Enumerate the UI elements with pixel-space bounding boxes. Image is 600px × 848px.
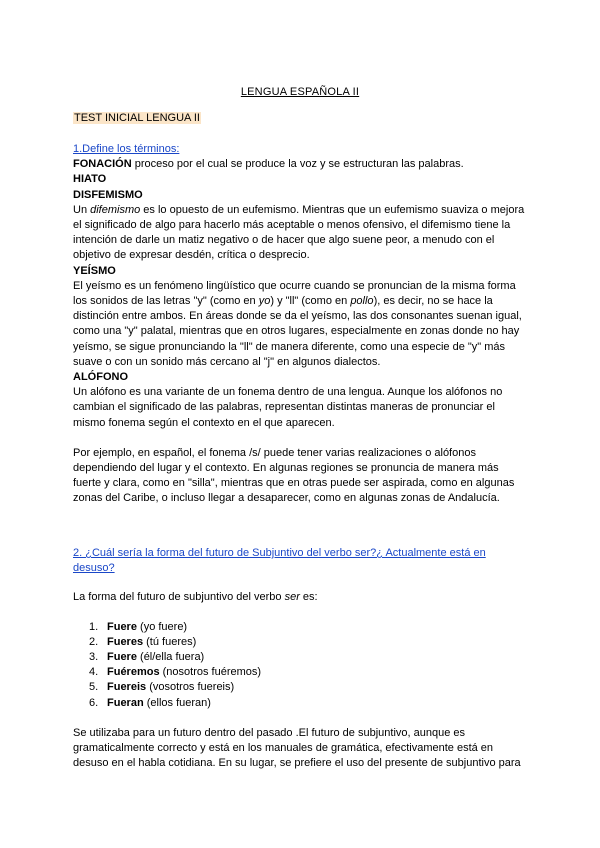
list-item: 4. Fuéremos (nosotros fuéremos) [89, 666, 262, 679]
conjugation-list [73, 620, 528, 711]
list-item: 1. Fuere (yo fuere) [89, 620, 188, 633]
document-title: LENGUA ESPAÑOLA II [240, 86, 360, 98]
list-item: 6. Fueran (ellos fueran) [89, 696, 211, 709]
yeismo-definition: El yeísmo es un fenómeno lingüístico que ocurre cuando se pronuncian de la misma forma los sonidos de las letras "y" (como en yo) y "ll" (como en pollo), es decir, no se hace la distinción entre ambos. En áreas donde se da el yeísmo, las dos consonantes suenan igual, como una "y" palatal, mientras que en otros lugares, especialmente en zonas donde no hay yeísmo, se sigue pronunciando la "ll" de manera diferente, como una especie de "y" más suave o con un sonido más cercano al "j" en algunos dialectos. [73, 279, 522, 368]
alofono-term: ALÓFONO [73, 371, 128, 384]
list-item: 5. Fuereis (vosotros fuereis) [89, 681, 235, 694]
list-item: 3. Fuere (él/ella fuera) [89, 651, 205, 664]
test-subtitle: TEST INICIAL LENGUA II [74, 112, 200, 124]
alofono-definition: Un alófono es una variante de un fonema dentro de una lengua. Aunque los alófonos no cambian el significado de las palabras, representan distintas maneras de pronunciar el mismo fonema según el contexto en el que aparecen. [73, 386, 503, 429]
fonacion-entry [73, 157, 528, 172]
disfemismo-definition: Un difemismo es lo opuesto de un eufemismo. Mientras que un eufemismo suaviza o mejora el significado de algo para hacerlo más aceptable o menos ofensivo, el difemismo tiene la intención de darle un matiz negativo o de hacer que algo suene peor, a menudo con el objetivo de expresar desdén, crítica o desprecio. [73, 203, 525, 262]
fonacion-definition: proceso por el cual se produce la voz y se estructuran las palabras. [131, 158, 464, 171]
disfemismo-term: DISFEMISMO [73, 188, 143, 201]
question-2-section [73, 546, 528, 771]
future-subjunctive-usage: Se utilizaba para un futuro dentro del pasado .El futuro de subjuntivo, aunque es gramaticalmente correcto y está en los manuales de gramática, efectivamente está en desuso en el habla cotidiana. En su lugar, se prefiere el uso del presente de subjuntivo para [73, 726, 521, 770]
list-item: 2. Fueres (tú fueres) [89, 635, 197, 648]
alofono-example: Por ejemplo, en español, el fonema /s/ puede tener varias realizaciones o alófonos dependiendo del lugar y el contexto. En algunas regiones se pronuncia de manera más fuerte y clara, como en "silla", mientras que en otras puede ser aspirada, como en algunas zonas del Caribe, o incluso llegar a desaparecer, como en algunas zonas de Andalucía. [73, 446, 515, 505]
future-subjunctive-intro: La forma del futuro de subjuntivo del verbo ser es: [73, 591, 318, 604]
question-1-heading[interactable]: 1.Define los términos: [73, 143, 180, 155]
yeismo-term: YEÍSMO [73, 264, 116, 277]
question-1-section [73, 142, 528, 507]
question-2-heading[interactable]: 2. ¿Cuál sería la forma del futuro de Subjuntivo del verbo ser?¿ Actualmente está en desuso? [73, 547, 486, 575]
fonacion-term: FONACIÓN [73, 158, 132, 171]
hiato-term: HIATO [73, 173, 107, 186]
